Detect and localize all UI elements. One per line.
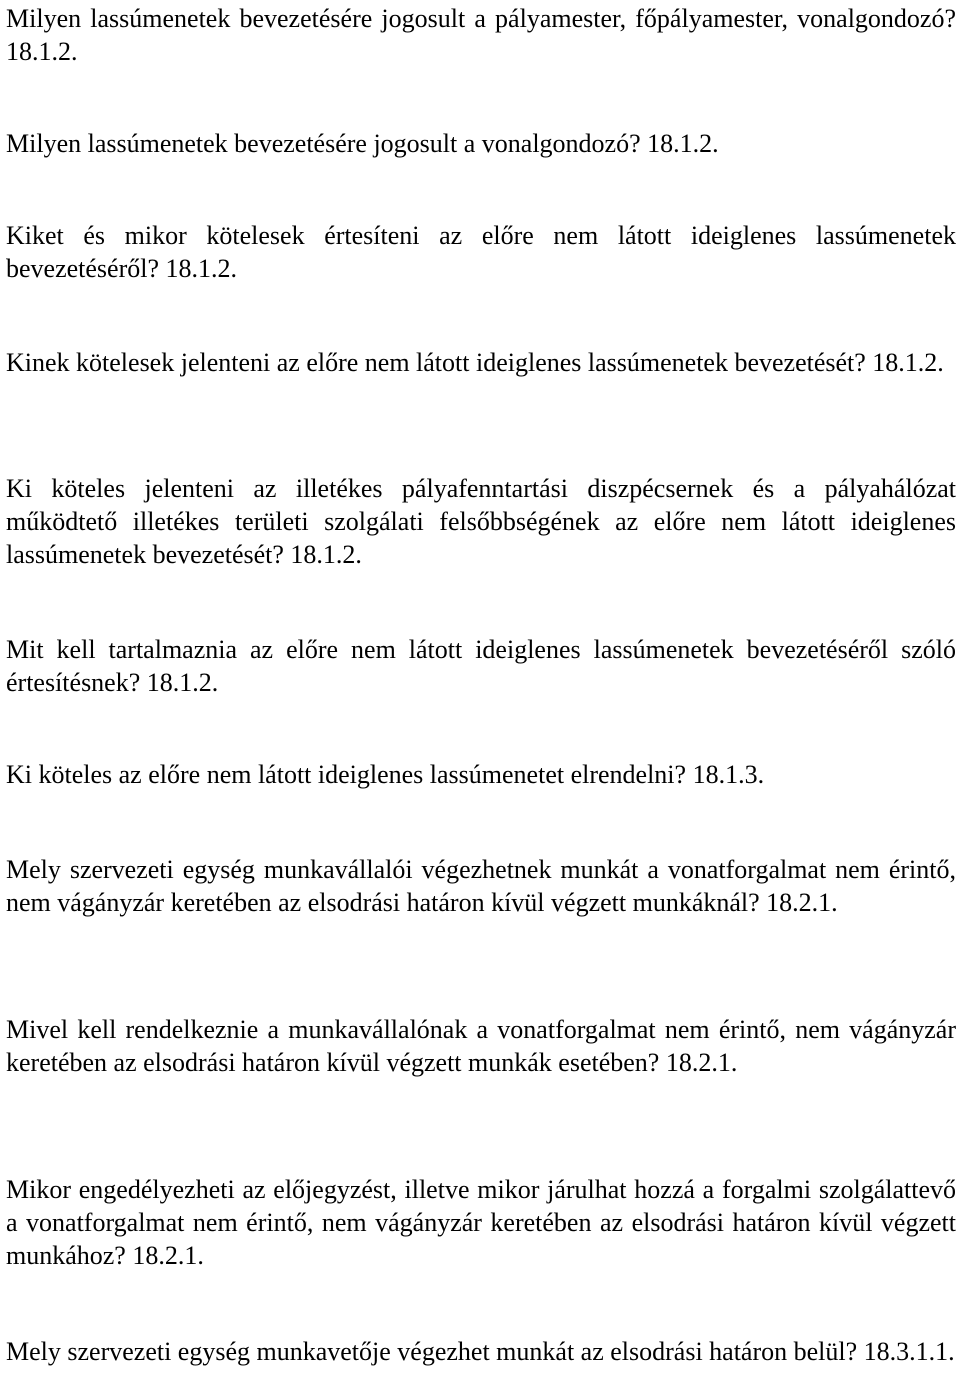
- question-3: Kiket és mikor kötelesek értesíteni az előre nem látott ideiglenes lassúmenetek bevezetéséről? 18.1.2.: [6, 221, 956, 283]
- question-2: Milyen lassúmenetek bevezetésére jogosult a vonalgondozó? 18.1.2.: [6, 129, 719, 158]
- question-8: Mely szervezeti egység munkavállalói végezhetnek munkát a vonatforgalmat nem érintő, nem vágányzár keretében az elsodrási határon kívül végzett munkáknál? 18.2.1.: [6, 855, 956, 917]
- question-1: Milyen lassúmenetek bevezetésére jogosult a pályamester, főpályamester, vonalgondozó? 18.1.2.: [6, 4, 956, 66]
- question-5: Ki köteles jelenteni az illetékes pályafenntartási diszpécsernek és a pályahálózat működtető illetékes területi szolgálati felsőbbségének az előre nem látott ideiglenes lassúmenetek bevezetését? 18.1.2.: [6, 474, 956, 569]
- question-9: Mivel kell rendelkeznie a munkavállalónak a vonatforgalmat nem érintő, nem vágányzár keretében az elsodrási határon kívül végzett munkák esetében? 18.2.1.: [6, 1015, 956, 1077]
- question-10: Mikor engedélyezheti az előjegyzést, illetve mikor járulhat hozzá a forgalmi szolgálattevő a vonatforgalmat nem érintő, nem vágányzár keretében az elsodrási határon kívül végzett munkához? 18.2.1.: [6, 1175, 956, 1270]
- question-11: Mely szervezeti egység munkavetője végezhet munkát az elsodrási határon belül? 18.3.1.1.: [6, 1337, 955, 1366]
- question-7: Ki köteles az előre nem látott ideiglenes lassúmenetet elrendelni? 18.1.3.: [6, 760, 765, 789]
- question-6: Mit kell tartalmaznia az előre nem látott ideiglenes lassúmenetek bevezetéséről szóló értesítésnek? 18.1.2.: [6, 635, 956, 697]
- question-4: Kinek kötelesek jelenteni az előre nem látott ideiglenes lassúmenetek bevezetését? 18.1.2.: [6, 348, 944, 377]
